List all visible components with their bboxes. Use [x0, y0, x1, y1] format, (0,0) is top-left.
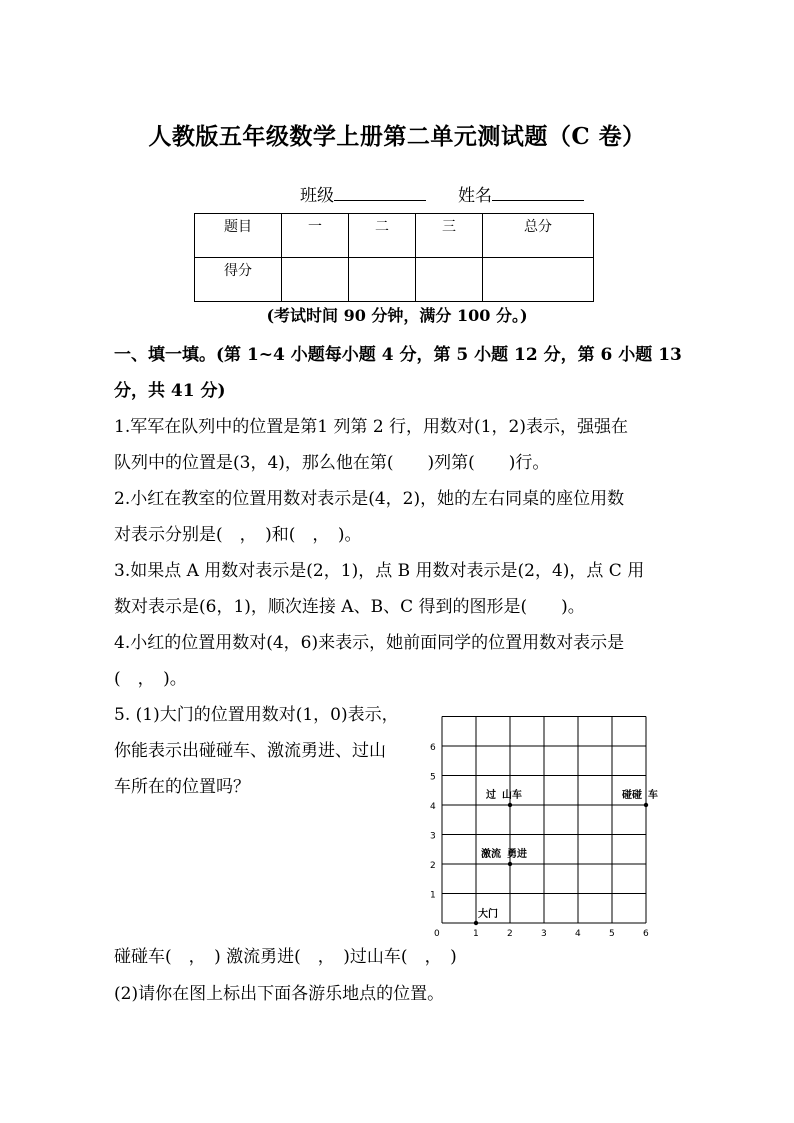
- score-header-cell: 二: [349, 214, 416, 258]
- question-3-cont: 数对表示是(6，1)，顺次连接 A、B、C 得到的图形是( )。: [114, 597, 585, 617]
- score-table: [194, 213, 594, 302]
- question-1: 1.军军在队列中的位置是第1 列第 2 行，用数对(1，2)表示，强强在: [114, 417, 628, 437]
- score-row-label: 得分: [195, 258, 282, 302]
- score-header-cell: 三: [416, 214, 483, 258]
- grid-point-label: 过 山车: [486, 790, 522, 801]
- score-cell[interactable]: [483, 258, 594, 302]
- question-4-cont: ( ， )。: [114, 669, 187, 689]
- y-tick-label: 5: [430, 772, 436, 783]
- question-5-answer: 碰碰车( ， ) 激流勇进( ， )过山车( ， ): [114, 947, 457, 967]
- grid-point-label: 激流 勇进: [481, 849, 527, 860]
- x-tick-label: 6: [643, 929, 649, 939]
- y-tick-label: 1: [430, 890, 436, 901]
- tick-labels: [430, 743, 649, 939]
- score-cell[interactable]: [282, 258, 349, 302]
- y-tick-label: 6: [430, 743, 436, 753]
- question-5-part2: (2)请你在图上标出下面各游乐地点的位置。: [114, 984, 445, 1004]
- question-2-cont: 对表示分别是( ， )和( ， )。: [114, 525, 362, 545]
- grid-point-label: 大门: [478, 909, 498, 920]
- grid-point-label: 碰碰 车: [622, 790, 658, 801]
- name-field: [458, 181, 584, 206]
- x-tick-label: 3: [541, 929, 547, 939]
- y-tick-label: 2: [430, 861, 436, 871]
- question-5: 5. (1)大门的位置用数对(1，0)表示，: [114, 705, 399, 725]
- class-blank[interactable]: [334, 182, 426, 201]
- section1-heading-cont: 分，共 41 分): [114, 381, 226, 401]
- question-4: 4.小红的位置用数对(4，6)来表示，她前面同学的位置用数对表示是: [114, 633, 625, 653]
- grid-point-marker: [644, 803, 648, 807]
- grid-point-marker: [508, 862, 512, 866]
- score-header-cell: 一: [282, 214, 349, 258]
- question-1-cont: 队列中的位置是(3，4)，那么他在第( )列第( )行。: [114, 453, 550, 473]
- grid-points: [474, 788, 658, 925]
- coordinate-grid: [420, 710, 680, 942]
- question-3: 3.如果点 A 用数对表示是(2，1)，点 B 用数对表示是(2，4)，点 C 用: [114, 561, 645, 581]
- section1-heading: 一、填一填。(第 1~4 小题每小题 4 分，第 5 小题 12 分，第 6 小题 13: [114, 345, 682, 365]
- score-cell[interactable]: [349, 258, 416, 302]
- x-tick-label: 4: [575, 929, 581, 939]
- x-tick-label: 5: [609, 929, 615, 939]
- question-5-cont: 你能表示出碰碰车、激流勇进、过山: [114, 741, 386, 761]
- question-5-cont: 车所在的位置吗？: [114, 777, 250, 797]
- y-tick-label: 3: [430, 831, 436, 842]
- x-tick-label: 0: [434, 929, 440, 939]
- class-field: [300, 181, 426, 206]
- name-label: 姓名: [458, 186, 492, 206]
- x-tick-label: 2: [507, 929, 513, 939]
- y-tick-label: 4: [430, 802, 436, 812]
- exam-info: (考试时间 90 分钟，满分 100 分。): [266, 306, 528, 325]
- x-tick-label: 1: [473, 929, 479, 939]
- score-cell[interactable]: [416, 258, 483, 302]
- score-header-cell: 总分: [483, 214, 594, 258]
- grid-point-marker: [474, 921, 478, 925]
- score-table-header-row: [195, 214, 594, 258]
- name-blank[interactable]: [492, 182, 584, 201]
- question-2: 2.小红在教室的位置用数对表示是(4，2)，她的左右同桌的座位用数: [114, 489, 625, 509]
- class-label: 班级: [300, 186, 334, 206]
- score-header-cell: 题目: [195, 214, 282, 258]
- grid-lines: [442, 717, 646, 924]
- grid-point-marker: [508, 803, 512, 807]
- score-table-score-row: [195, 258, 594, 302]
- page-title: 人教版五年级数学上册第二单元测试题（C 卷）: [148, 123, 646, 150]
